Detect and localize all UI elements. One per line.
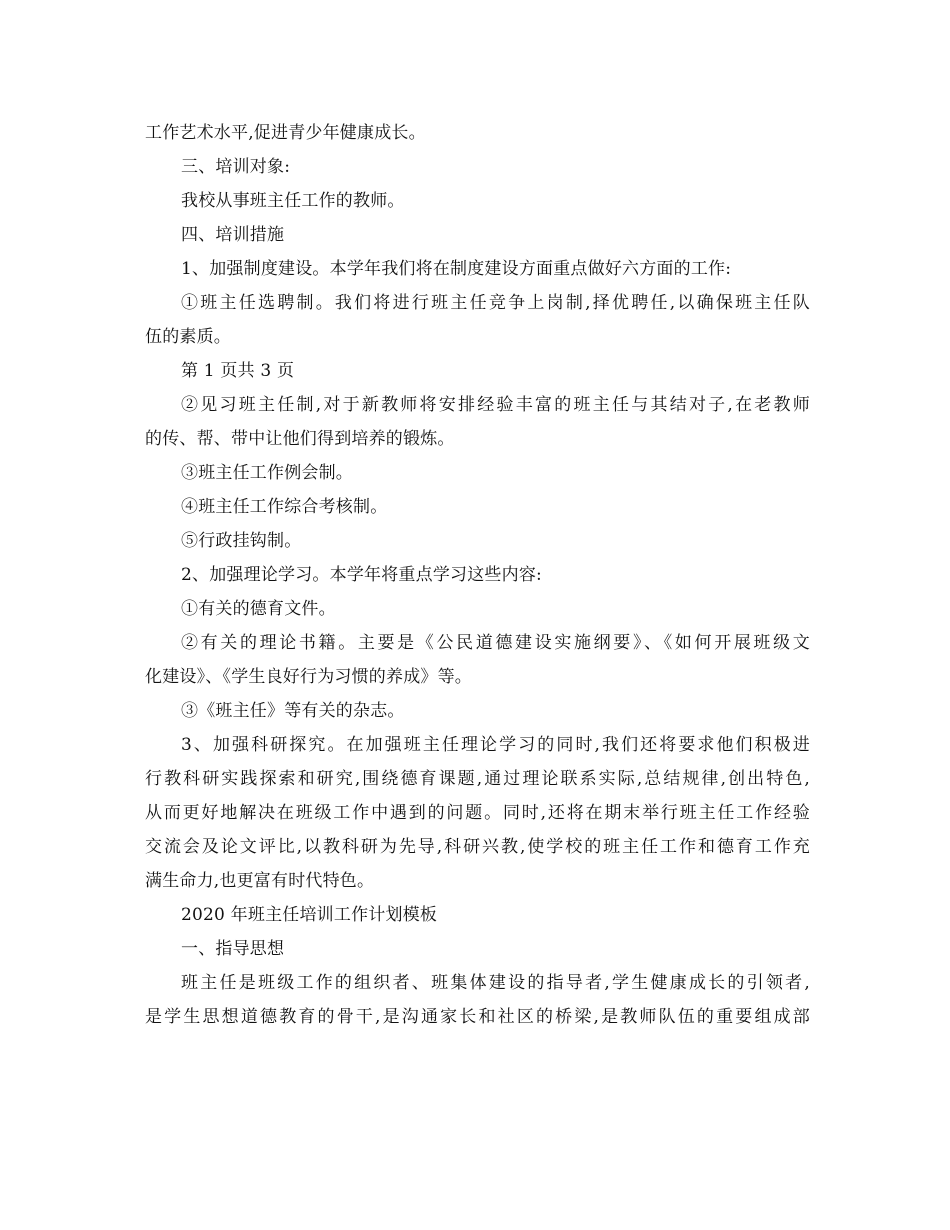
text-line: ①有关的德育文件。 [181, 599, 336, 619]
text-line: ①班主任选聘制。我们将进行班主任竞争上岗制,择优聘任,以确保班主任队 [181, 293, 810, 313]
text-line: ②有关的理论书籍。主要是《公民道德建设实施纲要》、《如何开展班级文 [181, 633, 810, 653]
text-line: 化建设》、《学生良好行为习惯的养成》等。 [145, 667, 472, 687]
document-page [145, 116, 810, 1034]
text-line: 行教科研实践探索和研究,围绕德育课题,通过理论联系实际,总结规律,创出特色, [145, 769, 810, 789]
text-line: 是学生思想道德教育的骨干,是沟通家长和社区的桥梁,是教师队伍的重要组成部 [145, 1007, 810, 1027]
text-line: ④班主任工作综合考核制。 [181, 497, 388, 517]
text-line: 第 1 页共 3 页 [181, 361, 295, 381]
text-line: 我校从事班主任工作的教师。 [181, 191, 405, 211]
text-line: 三、培训对象: [181, 157, 291, 177]
text-line: 班主任是班级工作的组织者、班集体建设的指导者,学生健康成长的引领者, [181, 973, 810, 993]
text-line: 从而更好地解决在班级工作中遇到的问题。同时,还将在期末举行班主任工作经验 [145, 803, 810, 823]
text-line: ③班主任工作例会制。 [181, 463, 353, 483]
text-line: 2020 年班主任培训工作计划模板 [181, 905, 438, 925]
text-line: 1、加强制度建设。本学年我们将在制度建设方面重点做好六方面的工作: [181, 259, 732, 279]
text-line: 满生命力,也更富有时代特色。 [145, 871, 375, 891]
text-line: 工作艺术水平,促进青少年健康成长。 [145, 123, 426, 143]
text-line: 交流会及论文评比,以教科研为先导,科研兴教,使学校的班主任工作和德育工作充 [145, 837, 810, 857]
text-line: 伍的素质。 [145, 327, 231, 347]
text-line: 2、加强理论学习。本学年将重点学习这些内容: [181, 565, 542, 585]
text-line: 一、指导思想 [181, 939, 285, 959]
text-line: 3、加强科研探究。在加强班主任理论学习的同时,我们还将要求他们积极进 [181, 735, 810, 755]
text-line: ②见习班主任制,对于新教师将安排经验丰富的班主任与其结对子,在老教师 [181, 395, 810, 415]
text-line: 四、培训措施 [181, 225, 285, 245]
text-line: ⑤行政挂钩制。 [181, 531, 302, 551]
text-line: 的传、帮、带中让他们得到培养的锻炼。 [145, 429, 455, 449]
text-line: ③《班主任》等有关的杂志。 [181, 701, 405, 721]
